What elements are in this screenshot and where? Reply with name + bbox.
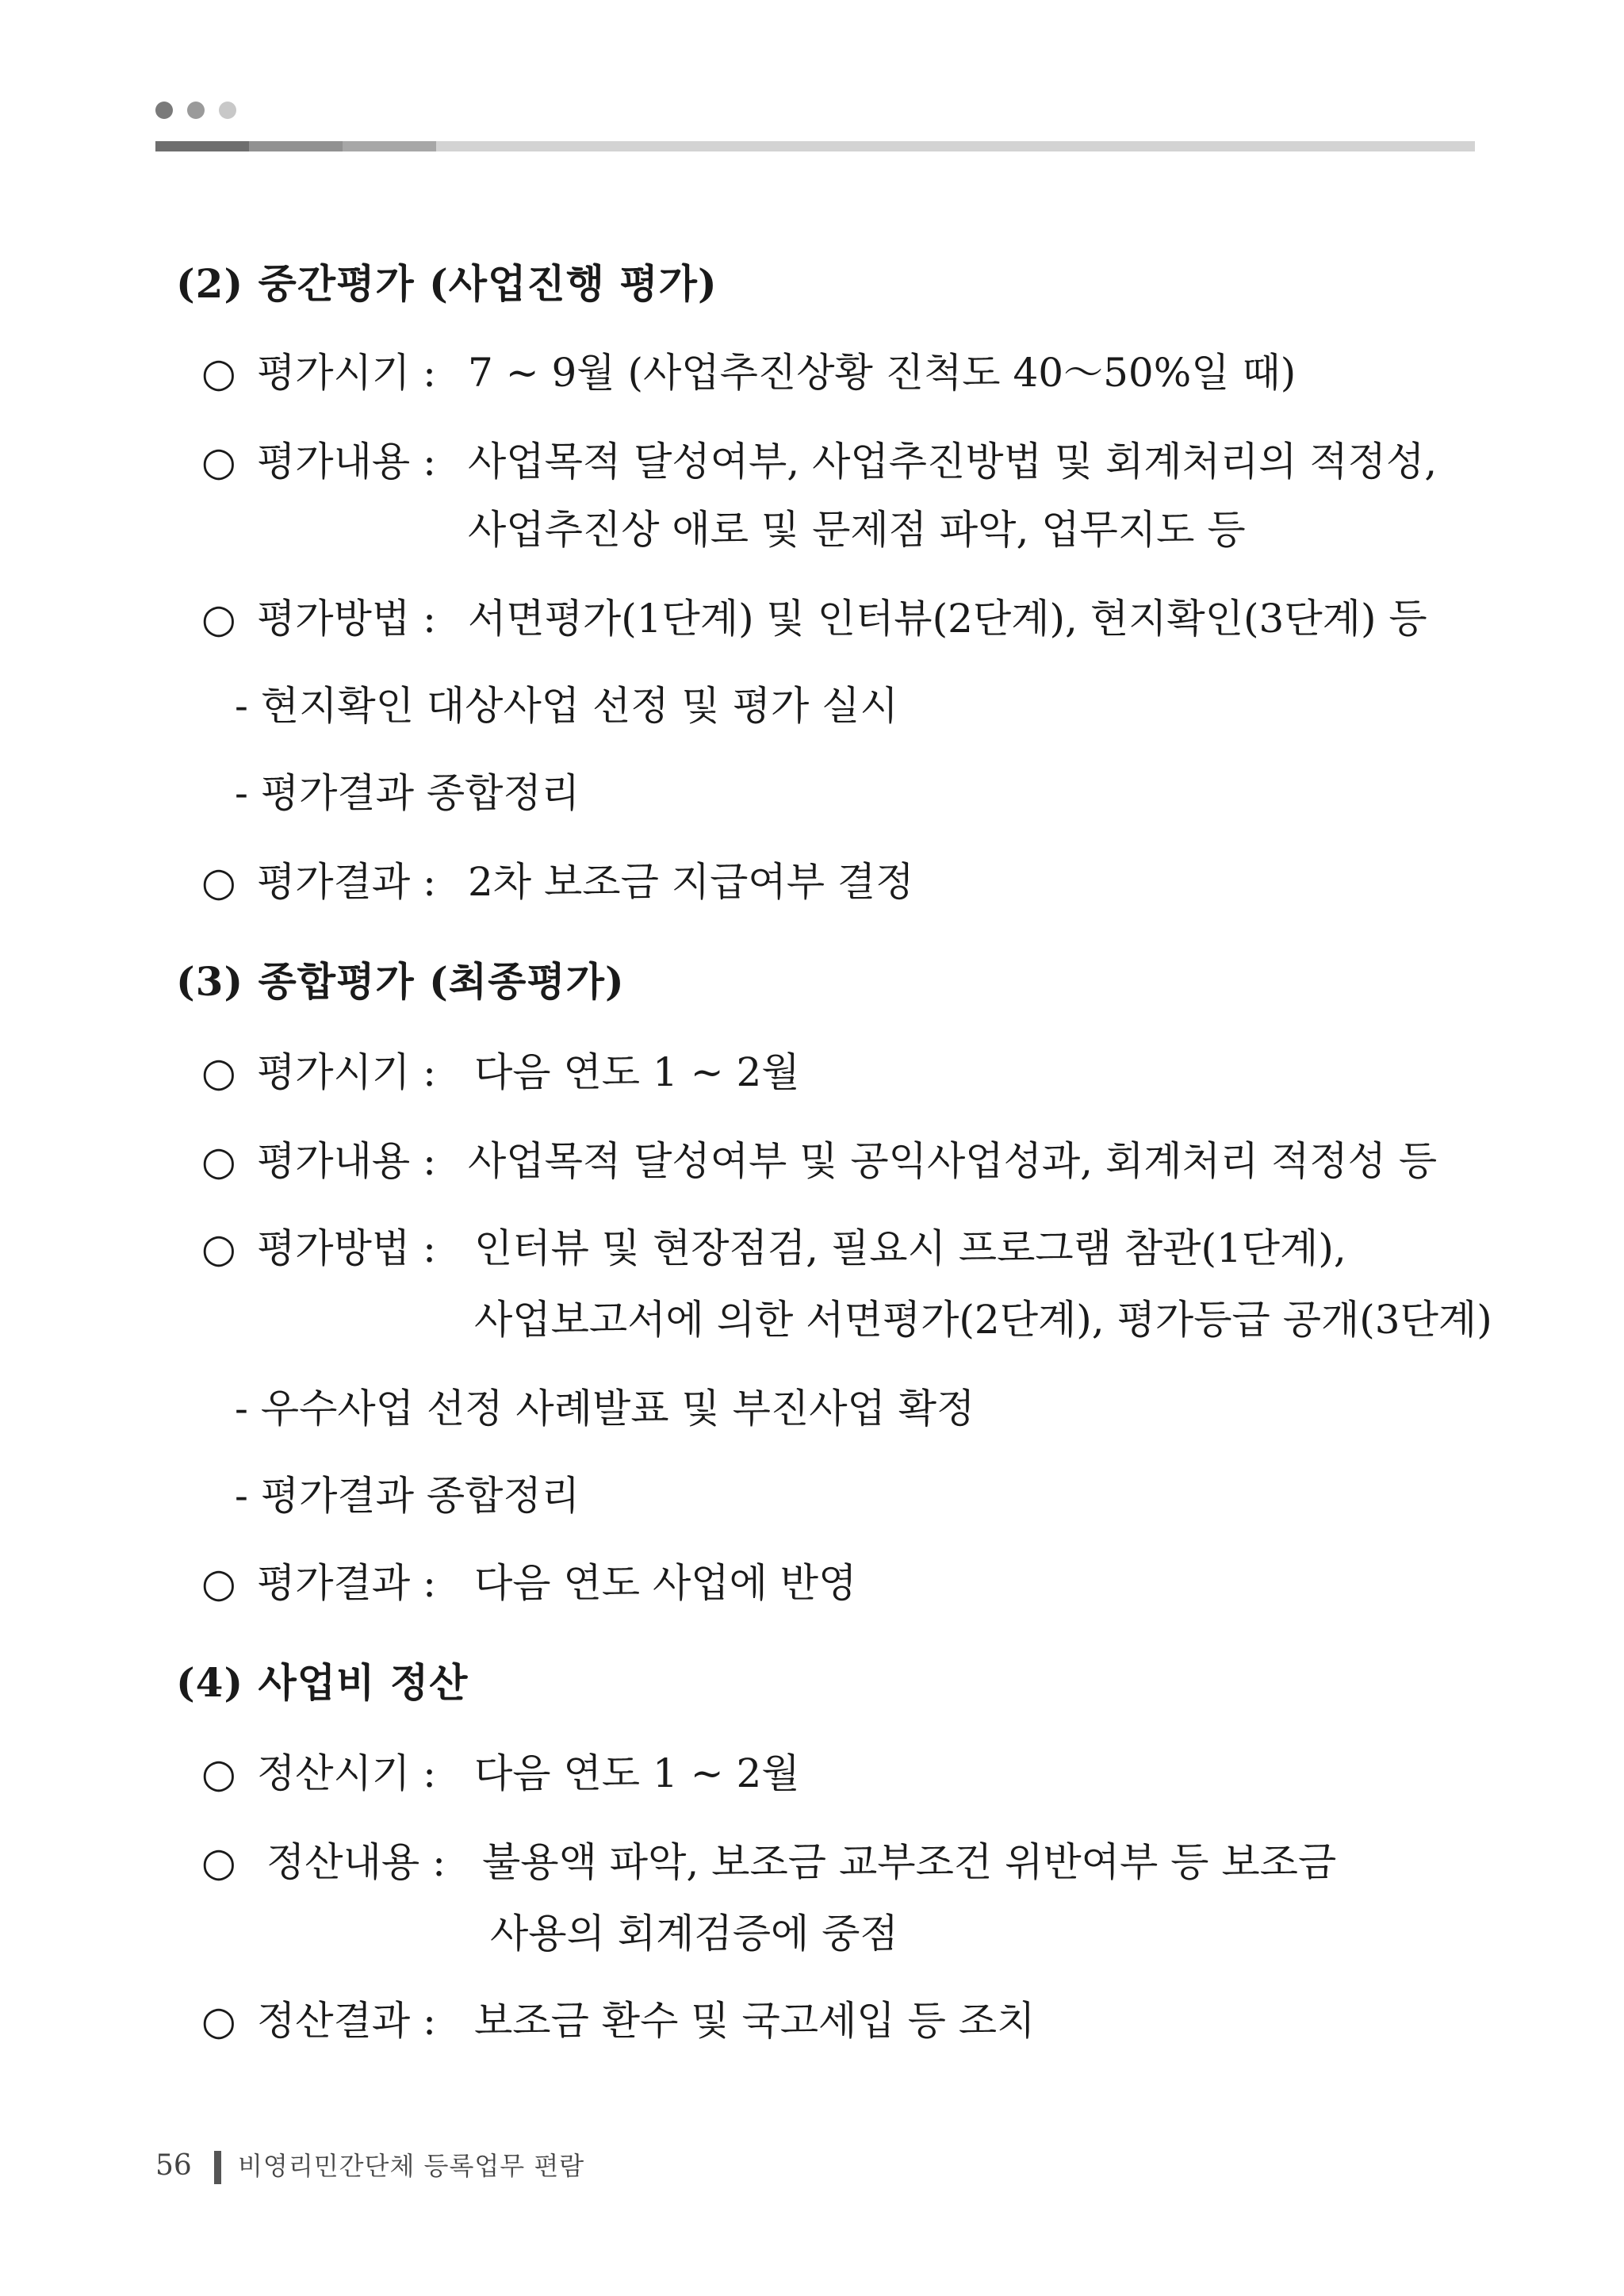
item-value: 불용액 파악, 보조금 교부조건 위반여부 등 보조금	[482, 1839, 1337, 1885]
footer-divider	[214, 2151, 221, 2184]
item-label: 평가내용 :	[257, 439, 436, 485]
item-value-continued: 사업추진상 애로 및 문제점 파악, 업무지도 등	[468, 507, 1246, 553]
header-rule-segment	[343, 141, 436, 151]
bullet-circle-icon: ○	[201, 1750, 236, 1796]
item-value: 서면평가(1단계) 및 인터뷰(2단계), 현지확인(3단계) 등	[468, 596, 1427, 642]
item-value: 사업목적 달성여부 및 공익사업성과, 회계처리 적정성 등	[468, 1138, 1438, 1184]
item-value: 7 ~ 9월 (사업추진상황 진척도 40～50%일 때)	[468, 350, 1297, 396]
item-label: 정산내용 :	[266, 1839, 446, 1885]
header-rule-segment	[155, 141, 249, 151]
header-rule-segment	[436, 141, 1475, 151]
sub-item: - 우수사업 선정 사례발표 및 부진사업 확정	[235, 1386, 975, 1432]
bullet-circle-icon: ○	[201, 1225, 236, 1271]
sub-item: - 평가결과 종합정리	[235, 770, 580, 816]
header-dot	[155, 102, 173, 119]
sub-item: - 현지확인 대상사업 선정 및 평가 실시	[235, 683, 898, 729]
item-value: 보조금 환수 및 국고세입 등 조치	[474, 1998, 1036, 2044]
item-value-continued: 사업보고서에 의한 서면평가(2단계), 평가등급 공개(3단계)	[474, 1297, 1492, 1343]
item-label: 평가결과 :	[257, 859, 436, 905]
item-label: 정산시기 :	[257, 1750, 436, 1796]
item-value: 다음 연도 1 ~ 2월	[474, 1049, 800, 1095]
item-label: 평가방법 :	[257, 596, 436, 642]
item-label: 정산결과 :	[257, 1998, 436, 2044]
header-dot	[219, 102, 236, 119]
item-value: 2차 보조금 지급여부 결정	[468, 859, 914, 905]
bullet-circle-icon: ○	[201, 596, 236, 642]
bullet-circle-icon: ○	[201, 439, 236, 485]
bullet-circle-icon: ○	[201, 1998, 236, 2044]
item-value: 다음 연도 1 ~ 2월	[474, 1750, 800, 1796]
header-rule	[155, 141, 1475, 151]
item-label: 평가결과 :	[257, 1560, 436, 1606]
header-dot	[187, 102, 205, 119]
bullet-circle-icon: ○	[201, 350, 236, 396]
item-value-continued: 사용의 회계검증에 중점	[490, 1911, 898, 1957]
page-number: 56	[155, 2149, 192, 2182]
book-title: 비영리민간단체 등록업무 편람	[238, 2151, 585, 2181]
section-heading-2: (2) 중간평가 (사업진행 평가)	[176, 260, 718, 307]
item-label: 평가시기 :	[257, 350, 436, 396]
item-label: 평가내용 :	[257, 1138, 436, 1184]
bullet-circle-icon: ○	[201, 859, 236, 905]
bullet-circle-icon: ○	[201, 1138, 236, 1184]
item-value: 사업목적 달성여부, 사업추진방법 및 회계처리의 적정성,	[468, 439, 1438, 485]
bullet-circle-icon: ○	[201, 1839, 236, 1885]
sub-item: - 평가결과 종합정리	[235, 1473, 580, 1519]
item-value: 다음 연도 사업에 반영	[474, 1560, 857, 1606]
section-heading-3: (3) 종합평가 (최종평가)	[176, 958, 625, 1005]
item-label: 평가방법 :	[257, 1225, 436, 1271]
bullet-circle-icon: ○	[201, 1560, 236, 1606]
bullet-circle-icon: ○	[201, 1049, 236, 1095]
item-value: 인터뷰 및 현장점검, 필요시 프로그램 참관(1단계),	[474, 1225, 1346, 1271]
header-rule-segment	[249, 141, 343, 151]
item-label: 평가시기 :	[257, 1049, 436, 1095]
section-heading-4: (4) 사업비 정산	[176, 1659, 469, 1706]
